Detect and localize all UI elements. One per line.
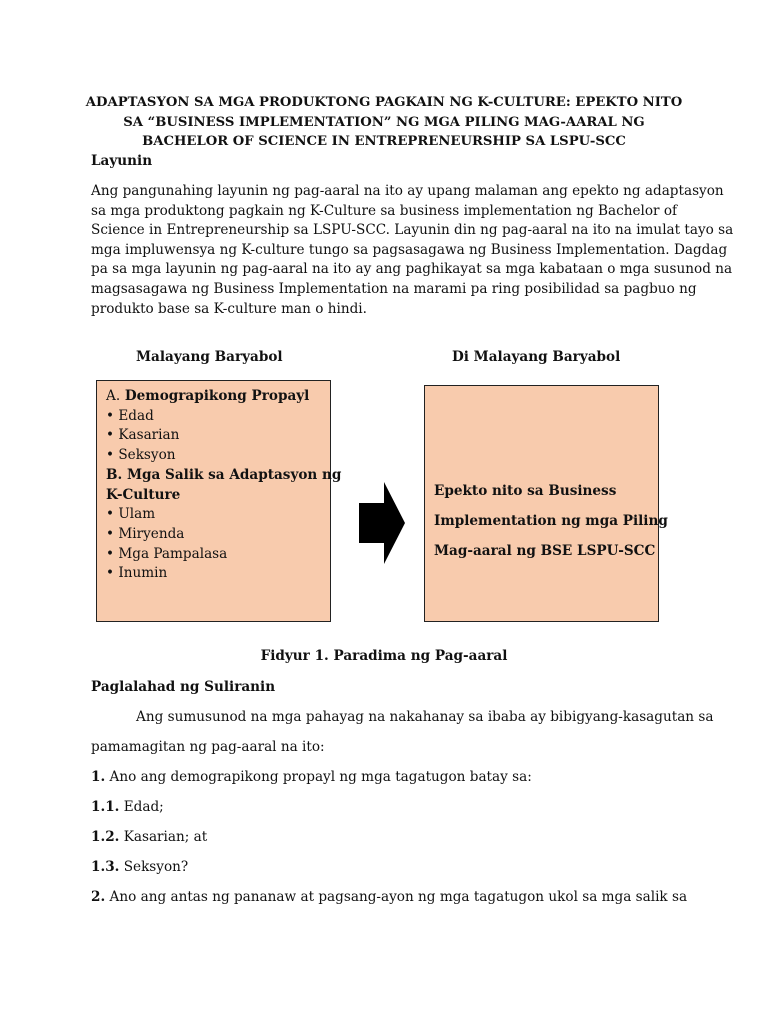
title-line-3: BACHELOR OF SCIENCE IN ENTREPRENEURSHIP SA LSPU-SCC (142, 134, 626, 149)
list-item: • Ulam (106, 506, 156, 523)
group-a-heading (106, 387, 330, 407)
layunin-paragraph (91, 182, 734, 319)
question-text: Seksyon? (119, 859, 189, 875)
question-item (91, 889, 687, 905)
question-number: 1.1. (91, 799, 120, 815)
list-item: • Kasarian (106, 427, 180, 444)
question-number: 1. (91, 769, 106, 785)
question-item (91, 859, 188, 875)
question-item (91, 829, 207, 845)
paragraph-line: Science in Entrepreneurship sa LSPU-SCC. Layunin din ng pag-aaral na ito na imulat tayo sa (91, 222, 734, 239)
group-b-heading-line-1: B. Mga Salik sa Adaptasyon ng (106, 466, 342, 483)
independent-variable-label: Malayang Baryabol (136, 349, 283, 365)
list-item: • Mga Pampalasa (106, 545, 228, 562)
dependent-text-line: Implementation ng mga Piling (434, 513, 668, 529)
paragraph-line: mga impluwensya ng K-culture tungo sa pagsasagawa ng Business Implementation. Dagdag (91, 241, 728, 258)
title-line-2: SA “BUSINESS IMPLEMENTATION” NG MGA PILING MAG-AARAL NG (123, 114, 645, 130)
paragraph-line: produkto base sa K-culture man o hindi. (91, 300, 367, 317)
paragraph-line: pa sa mga layunin ng pag-aaral na ito ay ang paghikayat sa mga kabataan o mga susunod na (91, 261, 733, 278)
layunin-heading: Layunin (91, 153, 153, 169)
figure-caption: Fidyur 1. Paradima ng Pag-aaral (260, 648, 508, 664)
intro-line-2: pamamagitan ng pag-aaral na ito: (91, 739, 325, 755)
group-a-prefix: A. (106, 388, 121, 404)
question-number: 2. (91, 889, 106, 905)
dependent-text-line: Mag-aaral ng BSE LSPU-SCC (434, 543, 656, 559)
paragraph-line: magsasagawa ng Business Implementation na marami pa ring posibilidad sa pagbuo ng (91, 280, 697, 297)
document-title (60, 93, 708, 152)
right-arrow-icon (358, 481, 406, 565)
suliranin-heading: Paglalahad ng Suliranin (91, 679, 276, 695)
group-a-title: Demograpikong Propayl (124, 388, 310, 404)
question-text: Kasarian; at (119, 829, 208, 845)
question-item (91, 769, 532, 785)
question-number: 1.3. (91, 859, 120, 875)
list-item: • Inumin (106, 565, 168, 582)
group-b-heading-line-2: K-Culture (106, 486, 181, 503)
question-text: Ano ang demograpikong propayl ng mga tagatugon batay sa: (105, 769, 532, 785)
title-line-1: ADAPTASYON SA MGA PRODUKTONG PAGKAIN NG K-CULTURE: EPEKTO NITO (85, 95, 683, 110)
independent-variable-box (96, 380, 342, 622)
list-item: • Edad (106, 407, 154, 424)
question-text: Ano ang antas ng pananaw at pagsang-ayon ng mga tagatugon ukol sa mga salik sa (105, 889, 688, 905)
intro-line-1: Ang sumusunod na mga pahayag na nakahanay sa ibaba ay bibigyang-kasagutan sa (136, 709, 714, 725)
dependent-text-line: Epekto nito sa Business (434, 483, 617, 499)
question-item (91, 799, 164, 815)
question-text: Edad; (119, 799, 164, 815)
list-item: • Miryenda (106, 525, 185, 542)
dependent-variable-box (424, 385, 668, 622)
list-item: • Seksyon (106, 447, 176, 464)
paragraph-line: Ang pangunahing layunin ng pag-aaral na ito ay upang malaman ang epekto ng adaptasyon (91, 183, 724, 199)
question-number: 1.2. (91, 829, 120, 845)
paragraph-line: sa mga produktong pagkain ng K-Culture sa business implementation ng Bachelor of (91, 202, 678, 219)
dependent-variable-label: Di Malayang Baryabol (452, 349, 621, 365)
